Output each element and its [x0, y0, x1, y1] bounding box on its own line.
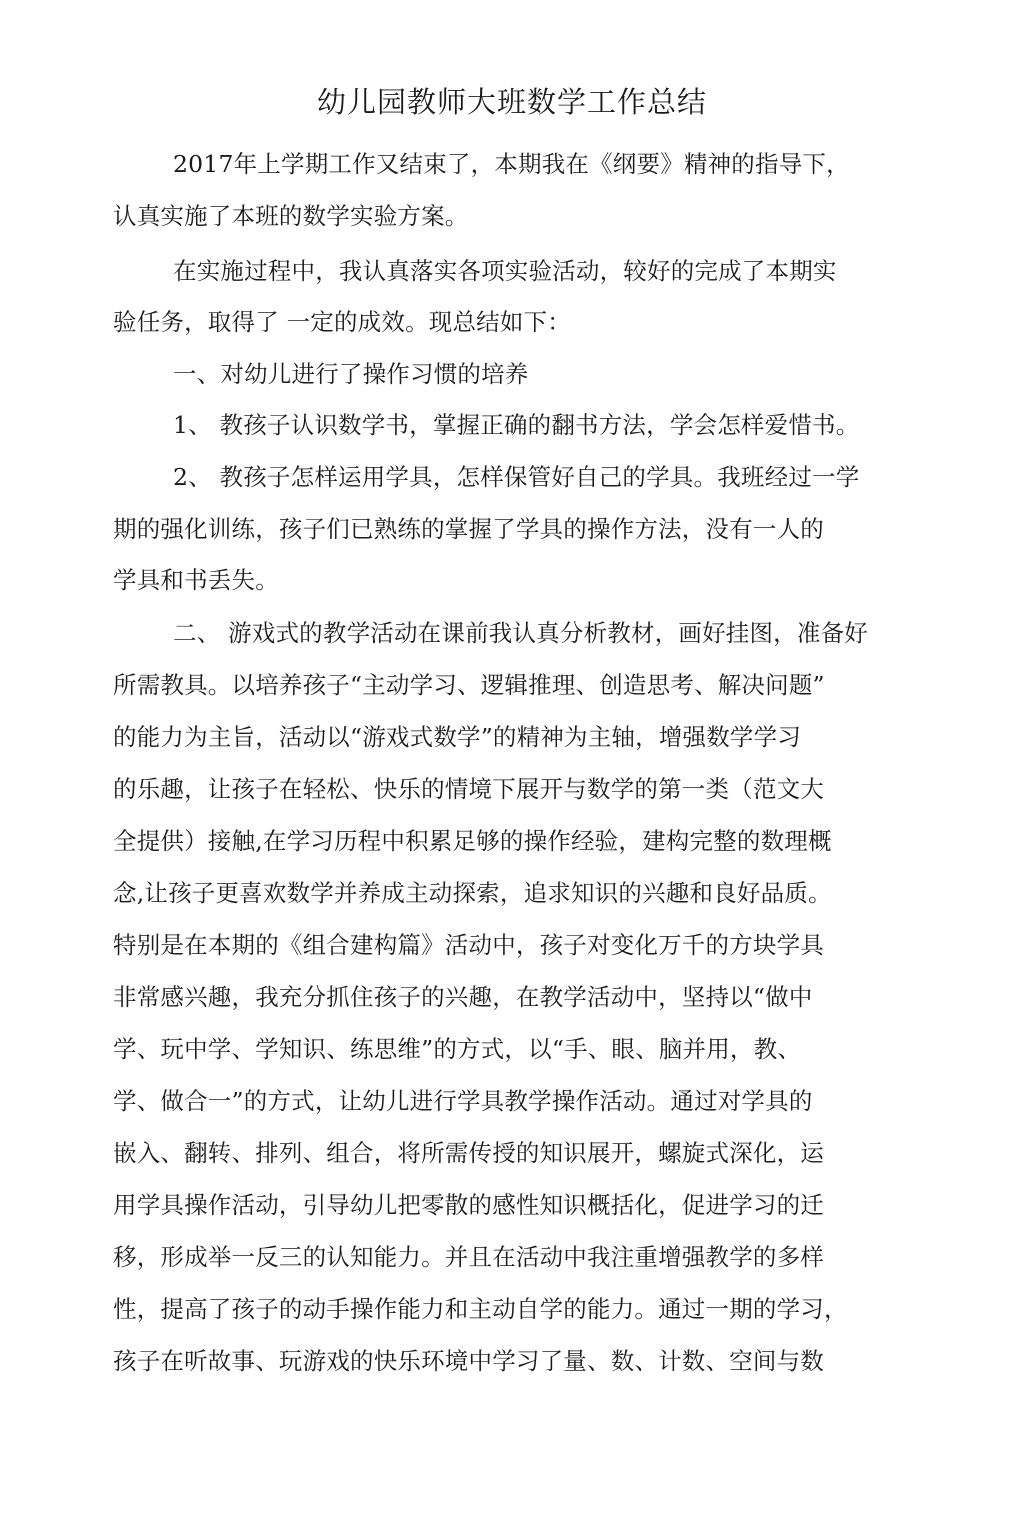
- list-item: 1、 教孩子认识数学书，掌握正确的翻书方法，学会怎样爱惜书。: [173, 411, 860, 439]
- paragraph-line: 验任务，取得了 一定的成效。现总结如下：: [113, 308, 571, 336]
- list-item: 2、 教孩子怎样运用学具，怎样保管好自己的学具。我班经过一学: [173, 463, 860, 491]
- section-heading: 一、对幼儿进行了操作习惯的培养: [173, 360, 529, 388]
- paragraph-line: 移，形成举一反三的认知能力。并且在活动中我注重增强教学的多样: [113, 1243, 824, 1271]
- paragraph-line: 特别是在本期的《组合建构篇》活动中，孩子对变化万千的方块学具: [113, 931, 824, 959]
- paragraph-line: 孩子在听故事、玩游戏的快乐环境中学习了量、数、计数、空间与数: [113, 1347, 824, 1375]
- paragraph-line: 学、做合一”的方式，让幼儿进行学具教学操作活动。通过对学具的: [113, 1087, 813, 1115]
- paragraph-line: 性，提高了孩子的动手操作能力和主动自学的能力。通过一期的学习，: [113, 1295, 848, 1323]
- paragraph-line: 的乐趣，让孩子在轻松、快乐的情境下展开与数学的第一类（范文大: [113, 775, 824, 803]
- paragraph-line: 非常感兴趣，我充分抓住孩子的兴趣，在教学活动中，坚持以“做中: [113, 983, 813, 1011]
- paragraph-line: 期的强化训练，孩子们已熟练的掌握了学具的操作方法，没有一人的: [113, 515, 824, 543]
- paragraph-line: 全提供）接触,在学习历程中积累足够的操作经验，建构完整的数理概: [113, 827, 832, 855]
- document-title: 幼儿园教师大班数学工作总结: [316, 85, 707, 119]
- paragraph-line: 认真实施了本班的数学实验方案。: [113, 202, 469, 230]
- paragraph-line: 所需教具。以培养孩子“主动学习、逻辑推理、创造思考、解决问题”: [113, 671, 825, 699]
- paragraph-line: 嵌入、翻转、排列、组合，将所需传授的知识展开，螺旋式深化，运: [113, 1139, 824, 1167]
- paragraph-line: 念,让孩子更喜欢数学并养成主动探索，追求知识的兴趣和良好品质。: [113, 879, 832, 907]
- paragraph-line: 用学具操作活动，引导幼儿把零散的感性知识概括化，促进学习的迁: [113, 1191, 824, 1219]
- paragraph-line: 2017年上学期工作又结束了，本期我在《纲要》精神的指导下，: [173, 150, 850, 178]
- paragraph-line: 在实施过程中，我认真落实各项实验活动，较好的完成了本期实: [173, 257, 837, 285]
- paragraph-line: 学、玩中学、学知识、练思维”的方式，以“手、眼、脑并用，教、: [113, 1035, 802, 1063]
- paragraph-line: 学具和书丢失。: [113, 566, 279, 594]
- section-heading: 二、 游戏式的教学活动在课前我认真分析教材，画好挂图，准备好: [173, 619, 868, 647]
- paragraph-line: 的能力为主旨，活动以“游戏式数学”的精神为主轴，增强数学学习: [113, 723, 802, 751]
